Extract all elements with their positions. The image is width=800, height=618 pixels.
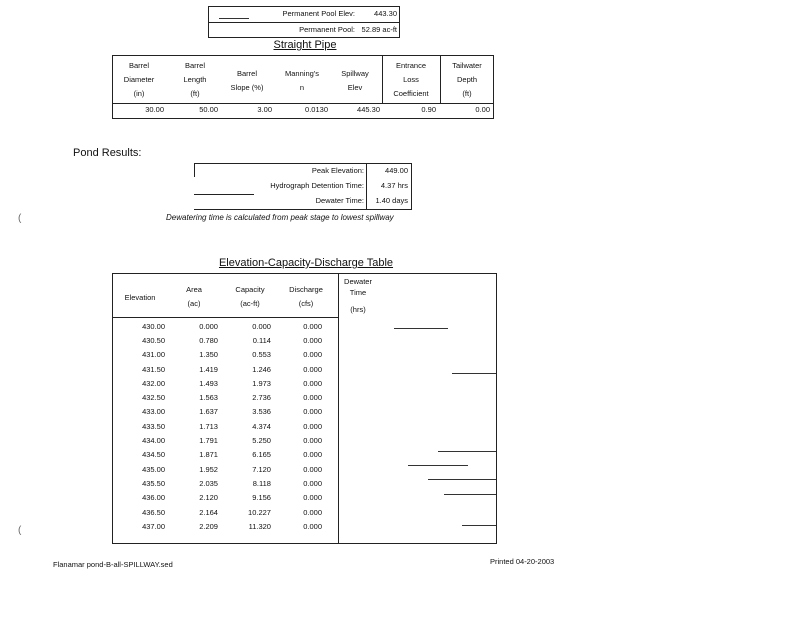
area-cell: 1.871: [199, 450, 218, 460]
peak-elevation-value: 449.00: [385, 166, 408, 175]
capacity-cell: 7.120: [252, 464, 271, 474]
area-cell: 1.952: [199, 464, 218, 474]
elevation-cell: 436.50: [142, 507, 166, 517]
permanent-pool-box: [208, 6, 400, 38]
capacity-cell: 10.227: [248, 507, 271, 517]
area-cell: 2.164: [199, 507, 218, 517]
table-row: [112, 462, 334, 476]
area-cell: 1.563: [199, 393, 218, 403]
dewater-time-label: Dewater Time:: [315, 196, 364, 205]
area-cell: 1.637: [199, 407, 218, 417]
table-row: [112, 390, 334, 404]
elevation-cell: 431.50: [142, 364, 166, 374]
detention-time-value: 4.37 hrs: [380, 181, 408, 190]
table-row: [112, 405, 334, 419]
discharge-cell: 0.000: [303, 335, 322, 345]
area-cell: 1.493: [199, 378, 218, 388]
table-row: [112, 433, 334, 447]
elevation-cell: 432.50: [142, 393, 166, 403]
discharge-cell: 0.000: [303, 436, 322, 446]
table-row: [112, 476, 334, 490]
footer-filename: Flanamar pond-B-all-SPILLWAY.sed: [53, 560, 173, 569]
pool-volume-label: Permanent Pool:: [299, 25, 355, 34]
col-header-entrance-loss: Entrance Loss Coefficient: [393, 61, 429, 98]
capacity-cell: 0.553: [252, 350, 271, 360]
capacity-cell: 1.973: [252, 378, 271, 388]
area-cell: 1.350: [199, 350, 218, 360]
area-cell: 2.209: [199, 521, 218, 531]
elevation-cell: 431.00: [142, 350, 166, 360]
table-row: [112, 519, 334, 533]
dash-mark: [219, 18, 249, 19]
capacity-cell: 5.250: [252, 436, 271, 446]
ecd-header-area: Area (ac): [186, 285, 202, 308]
dewater-time-value: 1.40 days: [375, 196, 408, 205]
discharge-cell: 0.000: [303, 464, 322, 474]
table-row: [112, 348, 334, 362]
discharge-cell: 0.000: [303, 321, 322, 331]
pool-elev-value: 443.30: [374, 9, 397, 18]
capacity-cell: 0.114: [252, 335, 271, 345]
value-manning: 0.0130: [305, 105, 328, 114]
elevation-cell: 436.00: [142, 493, 166, 503]
discharge-cell: 0.000: [303, 421, 322, 431]
peak-elevation-label: Peak Elevation:: [311, 166, 364, 175]
straight-pipe-title: Straight Pipe: [273, 39, 337, 51]
table-row: [112, 376, 334, 390]
capacity-cell: 8.118: [252, 478, 271, 488]
pool-volume-value: 52.89 ac-ft: [361, 25, 397, 34]
elevation-cell: 434.00: [142, 436, 166, 446]
value-entrance-loss: 0.90: [421, 105, 436, 114]
elevation-cell: 435.50: [142, 478, 166, 488]
capacity-cell: 0.000: [252, 321, 271, 331]
pond-results-heading: Pond Results:: [73, 147, 142, 159]
elevation-cell: 430.50: [142, 335, 166, 345]
discharge-cell: 0.000: [303, 378, 322, 388]
value-tailwater: 0.00: [475, 105, 490, 114]
ecd-header-dewater: Dewater Time (hrs): [344, 277, 372, 314]
capacity-cell: 3.536: [252, 407, 271, 417]
dewatering-note: Dewatering time is calculated from peak stage to lowest spillway: [166, 213, 394, 222]
capacity-cell: 4.374: [252, 421, 271, 431]
detention-time-label: Hydrograph Detention Time:: [270, 181, 364, 190]
discharge-cell: 0.000: [303, 407, 322, 417]
discharge-cell: 0.000: [303, 350, 322, 360]
table-row: [112, 491, 334, 505]
area-cell: 1.791: [199, 436, 218, 446]
ecd-table-title: Elevation-Capacity-Discharge Table: [218, 257, 394, 269]
discharge-cell: 0.000: [303, 364, 322, 374]
elevation-cell: 432.00: [142, 378, 166, 388]
table-row: [112, 505, 334, 519]
area-cell: 1.419: [199, 364, 218, 374]
value-spillway-elev: 445.30: [357, 105, 380, 114]
discharge-cell: 0.000: [303, 521, 322, 531]
capacity-cell: 11.320: [248, 521, 271, 531]
divider: [209, 22, 399, 23]
ecd-header-elevation: Elevation: [124, 293, 156, 302]
table-row: [112, 448, 334, 462]
elevation-cell: 435.00: [142, 464, 166, 474]
area-cell: 0.780: [199, 335, 218, 345]
elevation-cell: 433.00: [142, 407, 166, 417]
straight-pipe-table: [112, 55, 494, 119]
value-length: 50.00: [199, 105, 218, 114]
value-slope: 3.00: [257, 105, 272, 114]
table-row: [112, 333, 334, 347]
discharge-cell: 0.000: [303, 393, 322, 403]
scan-mark: (: [18, 213, 22, 224]
pool-elev-label: Permanent Pool Elev:: [282, 9, 355, 18]
pond-results-box: [194, 163, 412, 210]
capacity-cell: 1.246: [252, 364, 271, 374]
capacity-cell: 2.736: [252, 393, 271, 403]
discharge-cell: 0.000: [303, 450, 322, 460]
footer-printed: Printed 04-20-2003: [490, 557, 555, 566]
area-cell: 2.035: [199, 478, 218, 488]
capacity-cell: 9.156: [252, 493, 271, 503]
col-header-tailwater: Tailwater Depth (ft): [452, 61, 482, 98]
discharge-cell: 0.000: [303, 478, 322, 488]
elevation-cell: 434.50: [142, 450, 166, 460]
area-cell: 0.000: [199, 321, 218, 331]
discharge-cell: 0.000: [303, 493, 322, 503]
value-diameter: 30.00: [145, 105, 164, 114]
ecd-rows: [112, 319, 334, 533]
table-row: [112, 419, 334, 433]
discharge-cell: 0.000: [303, 507, 322, 517]
scan-mark: (: [18, 525, 22, 536]
col-header-manning: Manning's n: [285, 69, 319, 92]
col-header-length: Barrel Length (ft): [183, 61, 207, 98]
table-row: [112, 319, 334, 333]
col-header-spillway: Spillway Elev: [341, 69, 369, 92]
area-cell: 1.713: [199, 421, 218, 431]
table-row: [112, 362, 334, 376]
capacity-cell: 6.165: [252, 450, 271, 460]
col-header-slope: Barrel Slope (%): [230, 69, 264, 92]
col-header-diameter: Barrel Diameter (in): [123, 61, 155, 98]
elevation-cell: 437.00: [142, 521, 166, 531]
ecd-header-capacity: Capacity (ac-ft): [235, 285, 265, 308]
elevation-cell: 430.00: [142, 321, 166, 331]
ecd-header-discharge: Discharge (cfs): [289, 285, 323, 308]
area-cell: 2.120: [199, 493, 218, 503]
ecd-table: [112, 273, 498, 545]
elevation-cell: 433.50: [142, 421, 166, 431]
